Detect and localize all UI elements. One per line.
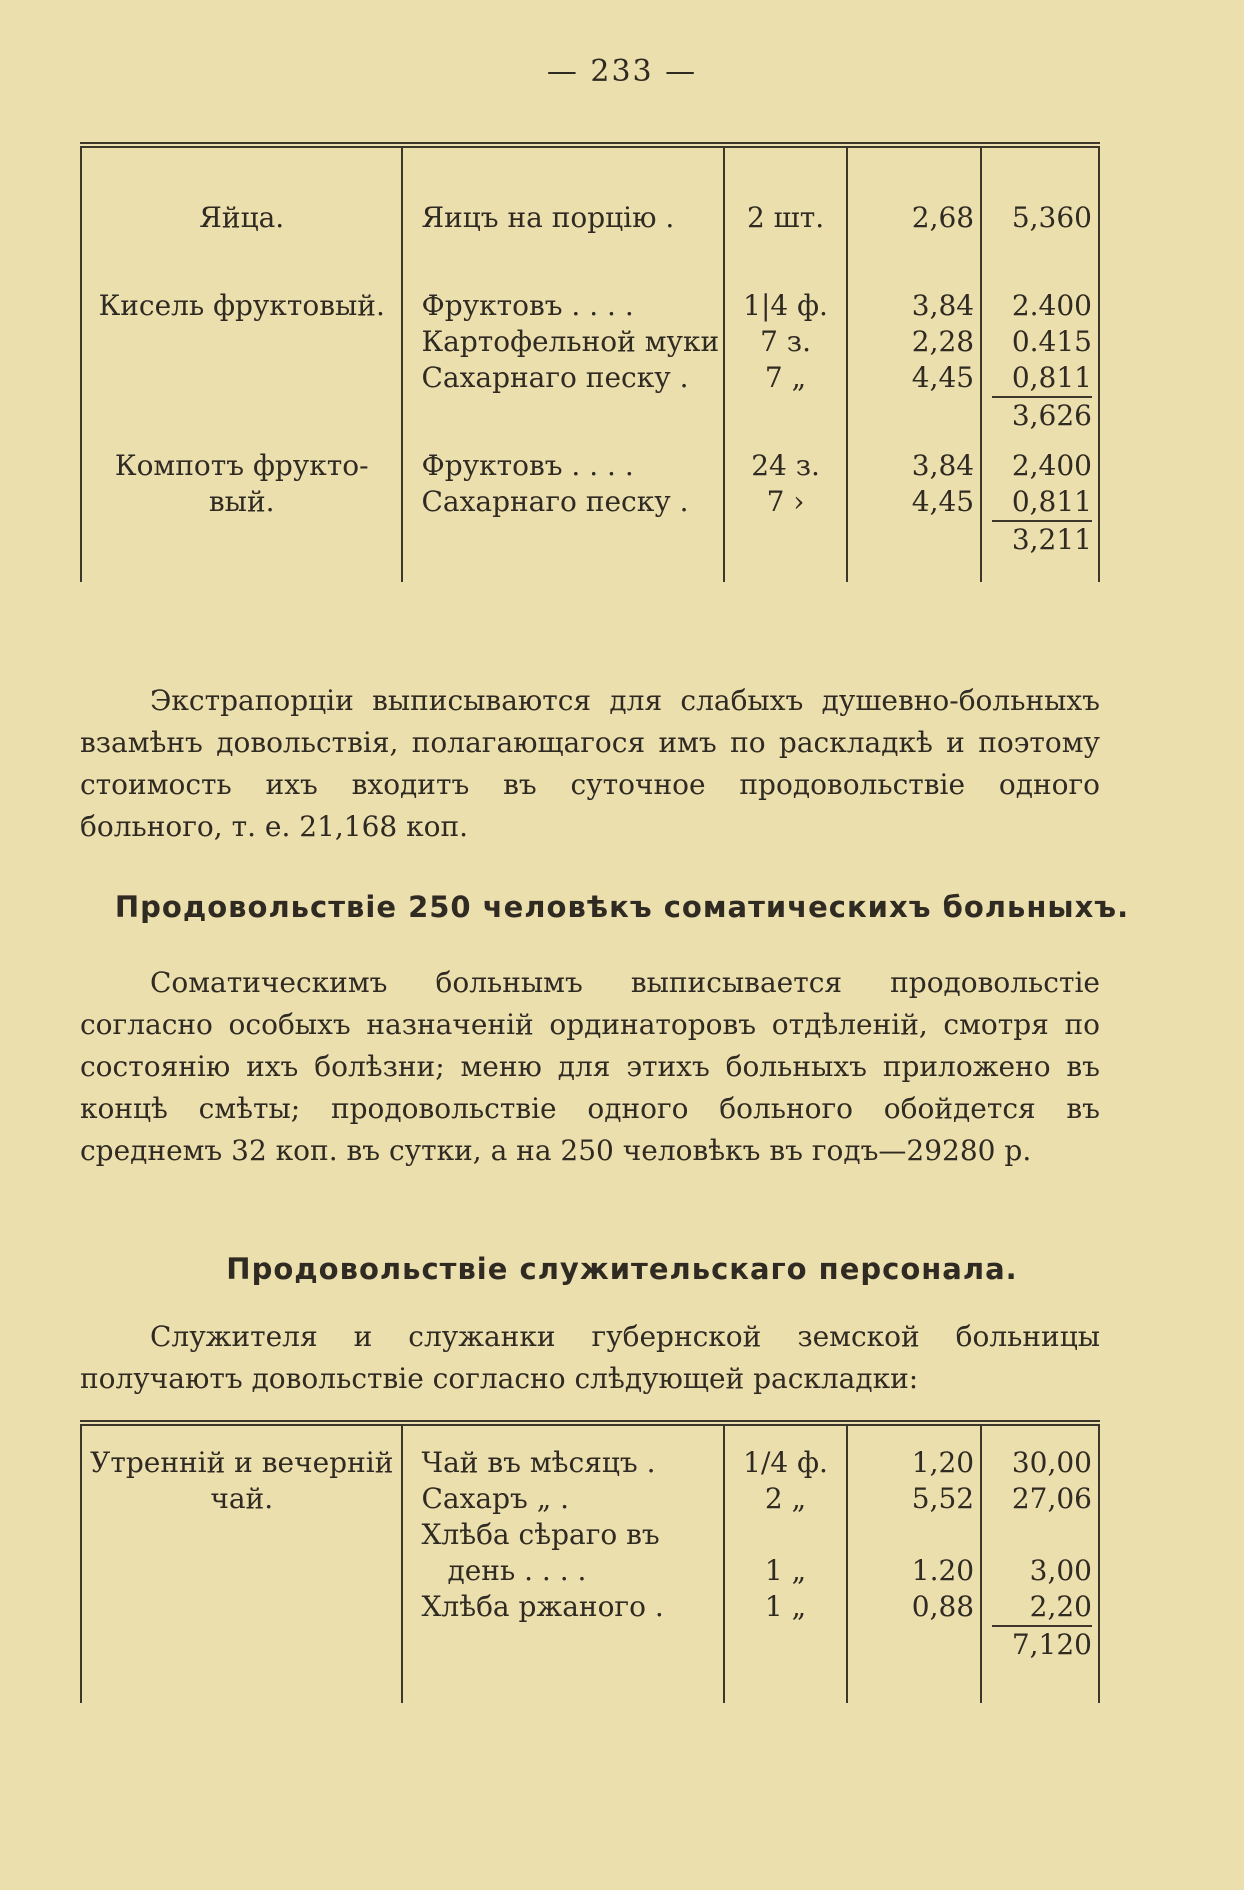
table-row [81,1553,1099,1589]
table-row [81,1589,1099,1625]
quantity: 7 › [724,484,847,520]
paragraph-somatic-patients: Соматическимъ больнымъ выписывается продовольстіе согласно особыхъ назначеній ординаторовъ отдѣленій, смотря по состоянію ихъ болѣзни; меню для этихъ больныхъ приложено въ концѣ смѣты; продовольствіе одного больного обойдется въ среднемъ 32 коп. въ сутки, а на 250 человѣкъ въ годъ—29280 р. [80,966,1100,1167]
ingredient: Хлѣба ржаного . [402,1589,723,1625]
price: 1,20 [847,1445,981,1481]
quantity: 1|4 ф. [724,288,847,324]
dish-name [81,360,402,396]
quantity: 2 шт. [724,200,847,236]
price: 4,45 [847,360,981,396]
subtotal: 7,120 [992,1625,1092,1663]
table-row [81,1423,1099,1445]
dish-name: Яйца. [81,200,402,236]
ingredient: Картофельной муки [402,324,723,360]
price: 5,52 [847,1481,981,1517]
quantity: 1 „ [724,1553,847,1589]
sum: 2,400 [981,448,1099,484]
sum: 2,20 [981,1589,1099,1625]
ingredient: Чай въ мѣсяцъ . [402,1445,723,1481]
heading-somatic-patients: Продовольствіе 250 человѣкъ соматическихъ больныхъ. [114,890,1130,924]
table-row [81,236,1099,288]
table-row [81,1625,1099,1663]
quantity: 7 „ [724,360,847,396]
quantity: 2 „ [724,1481,847,1517]
price: 3,84 [847,288,981,324]
price: 4,45 [847,484,981,520]
table-rations-extra [80,142,1100,582]
dish-name: Кисель фруктовый. [81,288,402,324]
sum: 0.415 [981,324,1099,360]
page-number: — 233 — [546,54,698,89]
price: 1.20 [847,1553,981,1589]
ingredient: Фруктовъ . . . . [402,288,723,324]
sum: 0,811 [981,360,1099,396]
table-row [81,145,1099,200]
dish-name: Компотъ фрукто-вый. [81,448,402,520]
price: 2,68 [847,200,981,236]
sum: 0,811 [981,484,1099,520]
sum: 30,00 [981,1445,1099,1481]
ingredient: Сахаръ „ . [402,1481,723,1517]
quantity: 1/4 ф. [724,1445,847,1481]
subtotal: 3,626 [992,396,1092,434]
table-row [81,448,1099,484]
sum: 2.400 [981,288,1099,324]
dish-name [81,324,402,360]
price: 2,28 [847,324,981,360]
table-row [81,520,1099,558]
table-row [81,558,1099,582]
quantity: 1 „ [724,1589,847,1625]
sum: 5,360 [981,200,1099,236]
ingredient: день . . . . [402,1553,723,1589]
ingredient: Фруктовъ . . . . [402,448,723,484]
paragraph-extra-portions: Экстрапорціи выписываются для слабыхъ душевно-больныхъ взамѣнъ довольствія, полагающагося имъ по раскладкѣ и поэтому стоимость ихъ входитъ въ суточное продовольствіе одного больного, т. е. 21,168 коп. [80,684,1100,843]
table-row [81,360,1099,396]
table-row [81,1445,1099,1481]
table-row [81,1517,1099,1553]
table-row [81,396,1099,434]
quantity: 7 з. [724,324,847,360]
ingredient: Сахарнаго песку . [402,360,723,396]
ingredient: Сахарнаго песку . [402,484,723,520]
table-row [81,200,1099,236]
heading-service-staff: Продовольствіе служительскаго персонала. [226,1252,1018,1286]
meal-name: Утренній и вечерній чай. [81,1445,402,1517]
price: 0,88 [847,1589,981,1625]
table-rations-staff [80,1420,1100,1703]
sum: 3,00 [981,1553,1099,1589]
price: 3,84 [847,448,981,484]
table-row [81,288,1099,324]
quantity: 24 з. [724,448,847,484]
table-row [81,324,1099,360]
ingredient: Хлѣба сѣраго въ [402,1517,723,1553]
ingredient: Яицъ на порцію . [402,200,723,236]
table-row [81,434,1099,448]
paragraph-service-staff: Служителя и служанки губернской земской больницы получаютъ довольствіе согласно слѣдующей раскладки: [80,1320,1100,1395]
table-row [81,1663,1099,1703]
sum: 27,06 [981,1481,1099,1517]
subtotal: 3,211 [992,520,1092,558]
